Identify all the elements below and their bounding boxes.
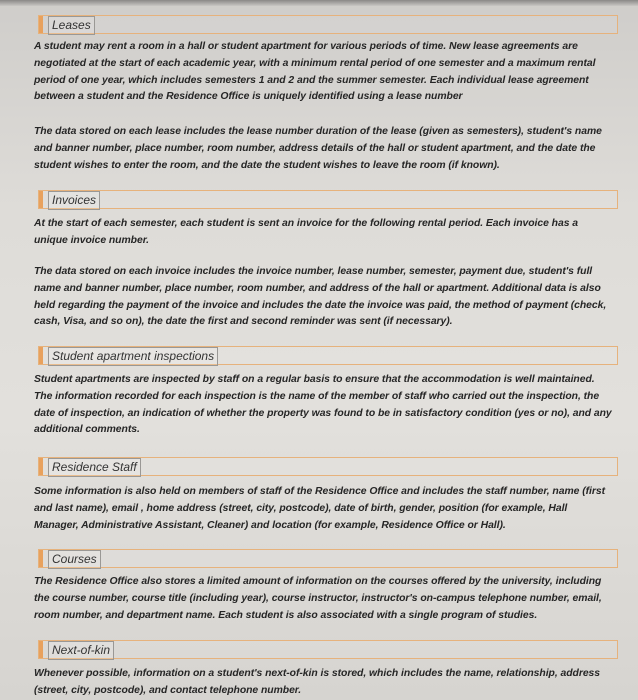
section-heading-text: Invoices	[48, 191, 100, 210]
section-paragraph: Student apartments are inspected by staff on a regular basis to ensure that the accommodation is well maintained. The information recorded for each inspection is the name of the member of staff who carried out the inspection, the date of inspection, an indication of whether the property was found to be in satisfactory condition (yes or no), and any additional comments.	[34, 374, 612, 436]
section-heading-text: Residence Staff	[48, 458, 141, 477]
document-page	[30, 8, 616, 700]
section-paragraph: Whenever possible, information on a student's next-of-kin is stored, which includes the name, relationship, address (street, city, postcode), and contact telephone number.	[34, 668, 601, 696]
section-heading-residence-staff	[38, 457, 618, 476]
section-paragraph: Some information is also held on members of staff of the Residence Office and includes the staff number, name (first and last name), email , home address (street, city, postcode), date of birth, gender, position (for example, Hall Manager, Administrative Assistant, Cleaner) and location (for example, Residence Office or Hall).	[34, 486, 606, 531]
section-paragraph: The data stored on each invoice includes the invoice number, lease number, semester, payment due, student's full name and banner number, place number, room number, and address of the hall or apartment. Additional data is also held regarding the payment of the invoice and includes the date the invoice was paid, the method of payment (check, cash, Visa, and so on), the date the first and second reminder was sent (if necessary).	[34, 266, 607, 328]
section-paragraph: At the start of each semester, each student is sent an invoice for the following rental period. Each invoice has a unique invoice number.	[34, 218, 578, 246]
section-heading-leases	[38, 15, 618, 34]
section-heading-text: Student apartment inspections	[48, 347, 218, 366]
section-heading-text: Next-of-kin	[48, 641, 114, 660]
section-heading-text: Leases	[48, 16, 95, 35]
section-heading-next-of-kin	[38, 640, 618, 659]
section-heading-inspections	[38, 346, 618, 365]
section-heading-courses	[38, 549, 618, 568]
section-heading-invoices	[38, 190, 618, 209]
section-paragraph: The Residence Office also stores a limited amount of information on the courses offered by the university, including the course number, course title (including year), course instructor, instructor's on-campus telephone number, email, room number, and department name. Each student is also associated with a single program of studies.	[34, 576, 602, 621]
section-paragraph: The data stored on each lease includes the lease number duration of the lease (given as semesters), student's name and banner number, place number, room number, address details of the hall or student apartment, and the date the student wishes to enter the room, and the date the student wishes to leave the room (if known).	[34, 126, 602, 171]
section-heading-text: Courses	[48, 550, 101, 569]
top-shadow-strip	[0, 0, 638, 6]
section-paragraph: A student may rent a room in a hall or student apartment for various periods of time. New lease agreements are negotiated at the start of each academic year, with a minimum rental period of one semester and a maximum rental period of one year, which includes semesters 1 and 2 and the summer semester. Each individual lease agreement between a student and the Residence Office is uniquely identified using a lease number	[34, 41, 596, 103]
